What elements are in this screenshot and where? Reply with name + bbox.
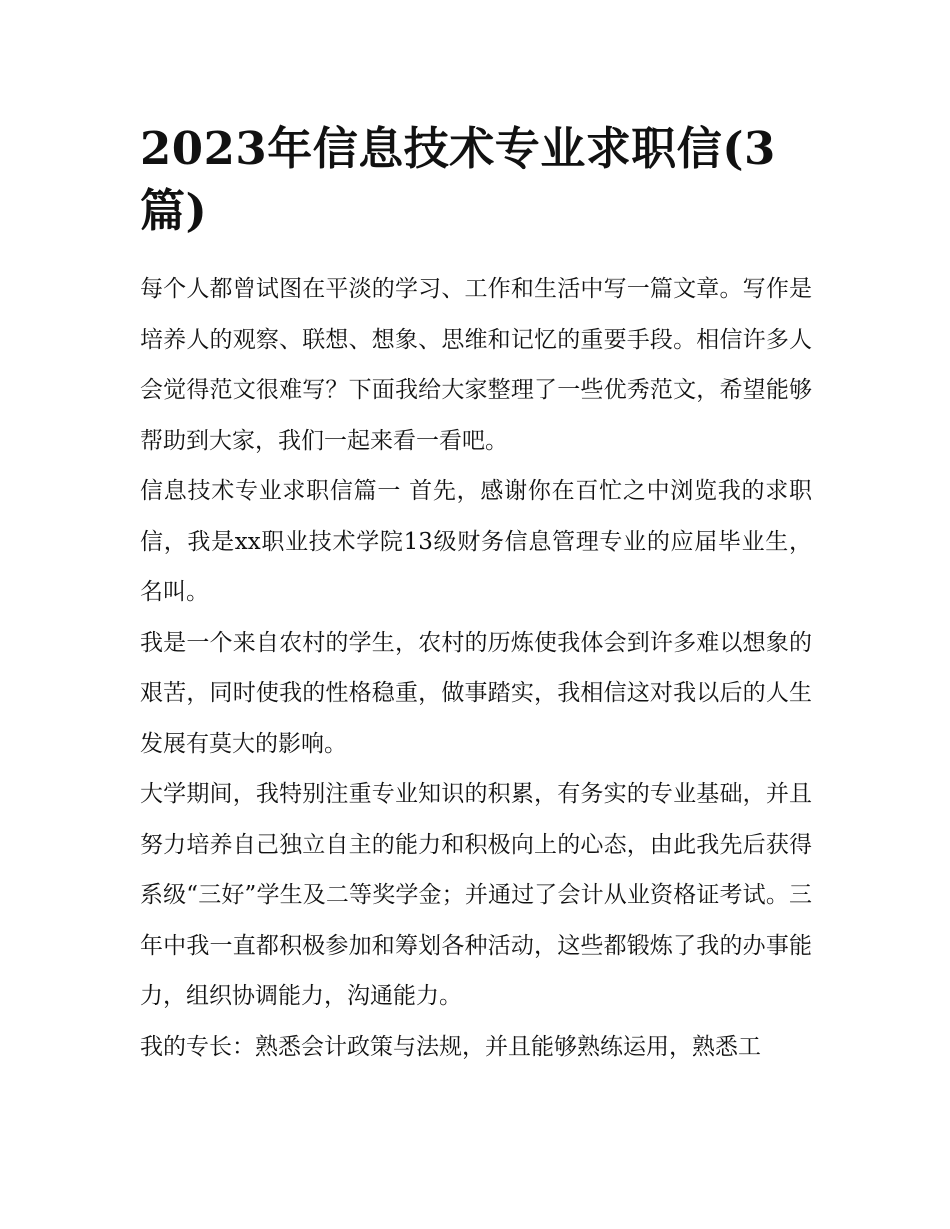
paragraph-university: 大学期间，我特别注重专业知识的积累，有务实的专业基础，并且努力培养自己独立自主的能力和积极向上的心态，由此我先后获得系级“三好”学生及二等奖学金；并通过了会计从业资格证考试。三年中我一直都积极参加和筹划各种活动，这些都锻炼了我的办事能力，组织协调能力，沟通能力。 xyxy=(140,781,812,1009)
document-page xyxy=(140,118,812,1072)
paragraph-skills: 我的专长：熟悉会计政策与法规，并且能够熟练运用，熟悉工 xyxy=(140,1033,761,1060)
paragraph-intro: 每个人都曾试图在平淡的学习、工作和生活中写一篇文章。写作是培养人的观察、联想、想象、思维和记忆的重要手段。相信许多人会觉得范文很难写？下面我给大家整理了一些优秀范文，希望能够帮助到大家，我们一起来看一看吧。 xyxy=(140,276,812,454)
paragraph-background: 我是一个来自农村的学生，农村的历炼使我体会到许多难以想象的艰苦，同时使我的性格稳重，做事踏实，我相信这对我以后的人生发展有莫大的影响。 xyxy=(140,629,812,757)
document-title: 2023年信息技术专业求职信(3篇) xyxy=(140,122,776,237)
paragraph-greeting: 信息技术专业求职信篇一 首先，感谢你在百忙之中浏览我的求职信，我是xx职业技术学院13级财务信息管理专业的应届毕业生，名叫。 xyxy=(140,478,812,605)
